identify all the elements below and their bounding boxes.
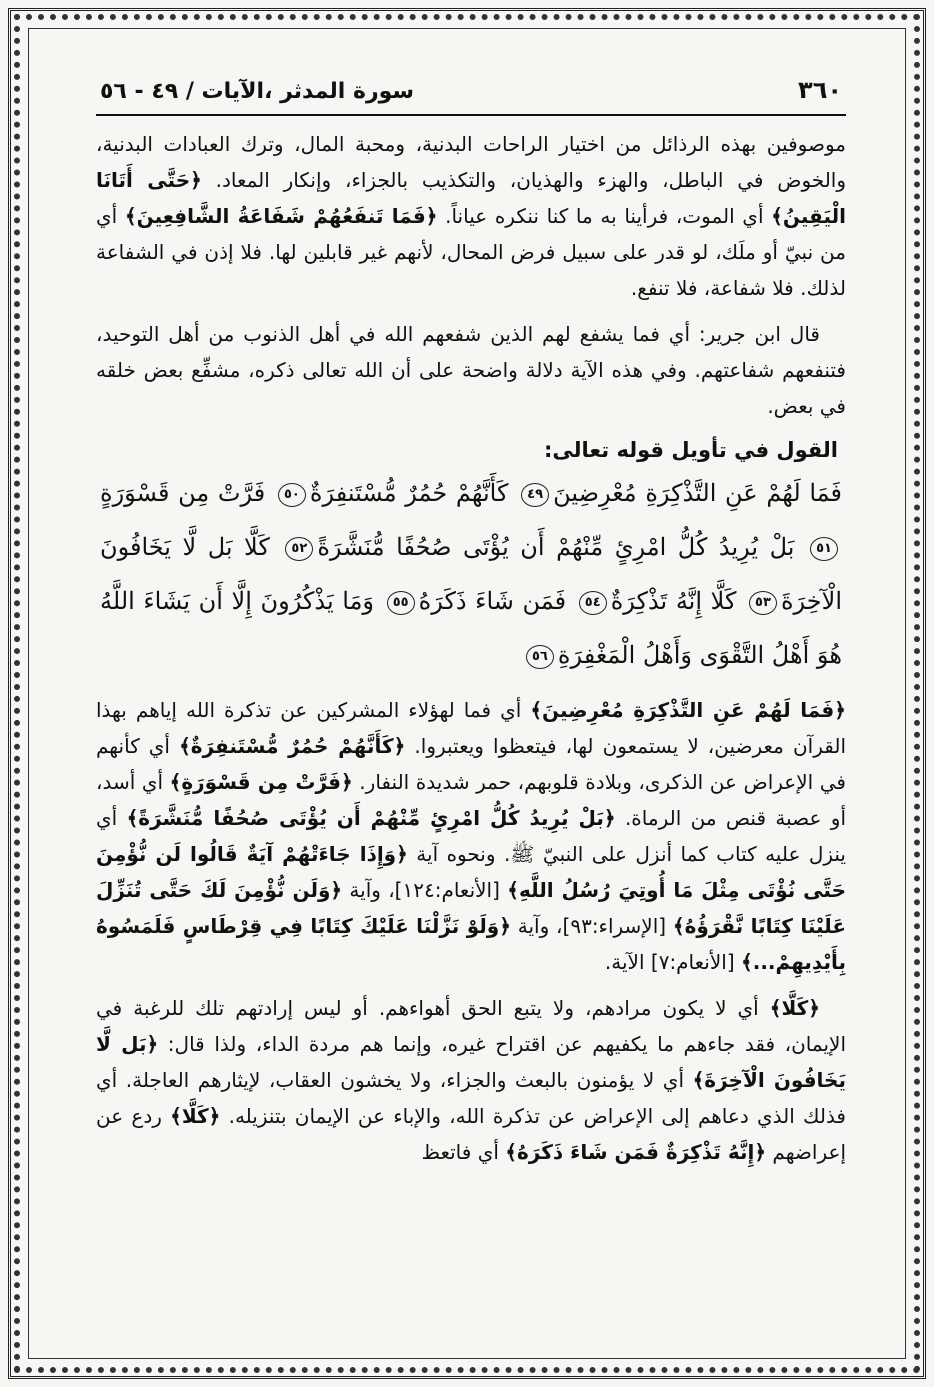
paragraph-4	[96, 990, 846, 1170]
quran-quote: ﴿إِنَّهُ تَذْكِرَةٌ فَمَن شَاءَ ذَكَرَهُ﴾	[505, 1140, 767, 1164]
text-segment: أي فما لهؤلاء المشركين عن تذكرة الله إياهم بهذا القرآن معرضين، لا يستمعون لها، فيتعظوا ويعتبروا.	[96, 698, 846, 758]
quran-quote: ﴿كَأَنَّهُمْ حُمُرٌ مُّسْتَنفِرَةٌ﴾	[179, 734, 406, 758]
text-segment: أي ينزل عليه كتاب كما أنزل على النبيّ ﷺ. ونحوه آية	[96, 806, 846, 866]
verse-number: ٥٥	[387, 591, 415, 615]
verse-text: كَلَّا بَل لَّا يَخَافُونَ الْآخِرَةَ	[100, 533, 842, 615]
quran-quote: ﴿فَرَّتْ مِن قَسْوَرَةٍ﴾	[169, 770, 353, 794]
text-segment: ردع عن إعراضهم	[96, 1104, 846, 1164]
page-content	[96, 70, 846, 1330]
text-segment: أي الموت، فرأينا به ما كنا ننكره عياناً.	[437, 204, 772, 228]
verse-text: وَمَا يَذْكُرُونَ إِلَّا أَن يَشَاءَ اللَّهُ هُوَ أَهْلُ التَّقْوَى وَأَهْلُ الْمَغْفِرَةِ	[100, 587, 842, 669]
verse-text: فَمَا لَهُمْ عَنِ التَّذْكِرَةِ مُعْرِضِينَ	[553, 479, 843, 507]
section-heading: القول في تأويل قوله تعالى:	[544, 438, 838, 462]
paragraph-3	[96, 692, 846, 980]
verse-number: ٥٢	[285, 537, 313, 561]
text-segment: أي من نبيّ أو ملَك، لو قدر على سبيل فرض المحال، لأنهم غير قابلين لها. فلا إذن في الشفاعة لذلك. فلا شفاعة، فلا تنفع.	[96, 204, 846, 300]
text-segment: أي أسد، أو عصبة قنص من الرماة.	[96, 770, 846, 830]
verse-number: ٥٤	[579, 591, 607, 615]
text-segment: موصوفين بهذه الرذائل من اختيار الراحات البدنية، ومحبة المال، وترك العبادات البدنية، والخوض في الباطل، والهزء والهذيان، والتكذيب بالجزاء، وإنكار المعاد.	[96, 132, 846, 192]
quran-quote: ﴿بَلْ يُرِيدُ كُلُّ امْرِئٍ مِّنْهُمْ أَن يُؤْتَى صُحُفًا مُّنَشَّرَةً﴾	[126, 806, 616, 830]
paragraph-2: قال ابن جرير: أي فما يشفع لهم الذين شفعهم الله في أهل الذنوب من أهل التوحيد، فتنفعهم شفاعتهم. وفي هذه الآية دلالة واضحة على أن الله تعالى ذكره، مشفِّع بعض خلقه في بعض.	[96, 322, 846, 418]
quran-quote: ﴿فَمَا تَنفَعُهُمْ شَفَاعَةُ الشَّافِعِينَ﴾	[124, 204, 438, 228]
quran-quote: ﴿كَلَّا﴾	[170, 1104, 221, 1128]
quran-quote: ﴿وَلَوْ نَزَّلْنَا عَلَيْكَ كِتَابًا فِي قِرْطَاسٍ فَلَمَسُوهُ بِأَيْدِيهِمْ...﴾	[96, 914, 846, 974]
quran-quote: ﴿وَلَن نُّؤْمِنَ لَكَ حَتَّى تُنَزِّلَ عَلَيْنَا كِتَابًا نَّقْرَؤُهُ﴾	[96, 878, 846, 938]
quran-quote: ﴿وَإِذَا جَاءَتْهُمْ آيَةٌ قَالُوا لَن نُّؤْمِنَ حَتَّى نُؤْتَى مِثْلَ مَا أُوتِيَ رُسُلُ اللَّهِ﴾	[96, 842, 846, 902]
running-title: سورة المدثر ،الآيات / ٤٩ - ٥٦	[100, 79, 415, 104]
text-segment: أي فاتعظ	[421, 1140, 506, 1164]
verse-number: ٥٣	[749, 591, 777, 615]
running-header	[96, 70, 846, 116]
page-number: ٣٦٠	[798, 76, 842, 104]
text-segment: أي لا يؤمنون بالبعث والجزاء، ولا يخشون العقاب، لإيثارهم العاجلة. أي فذلك الذي دعاهم إلى الإعراض عن تذكرة الله، والإباء عن الإيمان بتنزيله.	[96, 1068, 846, 1128]
paragraph-1	[96, 126, 846, 306]
verse-text: بَلْ يُرِيدُ كُلُّ امْرِئٍ مِّنْهُمْ أَن يُؤْتَى صُحُفًا مُّنَشَّرَةً	[317, 533, 795, 561]
quran-quote: ﴿حَتَّى أَتَانَا الْيَقِينُ﴾	[96, 168, 846, 228]
verse-number: ٥١	[810, 537, 838, 561]
verse-number: ٥٦	[526, 645, 554, 669]
quran-quote: ﴿بَل لَّا يَخَافُونَ الْآخِرَةَ﴾	[96, 1032, 846, 1092]
text-segment: [الأنعام:١٢٤]، وآية	[342, 878, 508, 902]
quran-quote: ﴿كَلَّا﴾	[769, 996, 820, 1020]
verse-text: فَمَن شَاءَ ذَكَرَهُ	[418, 587, 567, 615]
verse-number: ٤٩	[521, 483, 549, 507]
verse-text: كَلَّا إِنَّهُ تَذْكِرَةٌ	[610, 587, 737, 615]
text-segment: أي كأنهم في الإعراض عن الذكرى، وبلادة قلوبهم، حمر شديدة النفار.	[96, 734, 846, 794]
verse-text: فَرَّتْ مِن قَسْوَرَةٍ	[100, 479, 266, 507]
text-segment: [الأنعام:٧] الآية.	[604, 950, 741, 974]
verse-number: ٥٠	[278, 483, 306, 507]
verse-text: كَأَنَّهُمْ حُمُرٌ مُّسْتَنفِرَةٌ	[309, 479, 509, 507]
text-segment: [الإسراء:٩٣]، وآية	[510, 914, 673, 938]
quran-quote: ﴿فَمَا لَهُمْ عَنِ التَّذْكِرَةِ مُعْرِضِينَ﴾	[530, 698, 846, 722]
quran-verses-block	[100, 466, 842, 682]
text-segment: أي لا يكون مرادهم، ولا يتبع الحق أهواءهم. أو ليس إرادتهم تلك للرغبة في الإيمان، فقد جاءهم ما يكفيهم عن اقتراح غيره، وإنما هم مردة الداء، ولذا قال:	[96, 996, 846, 1056]
